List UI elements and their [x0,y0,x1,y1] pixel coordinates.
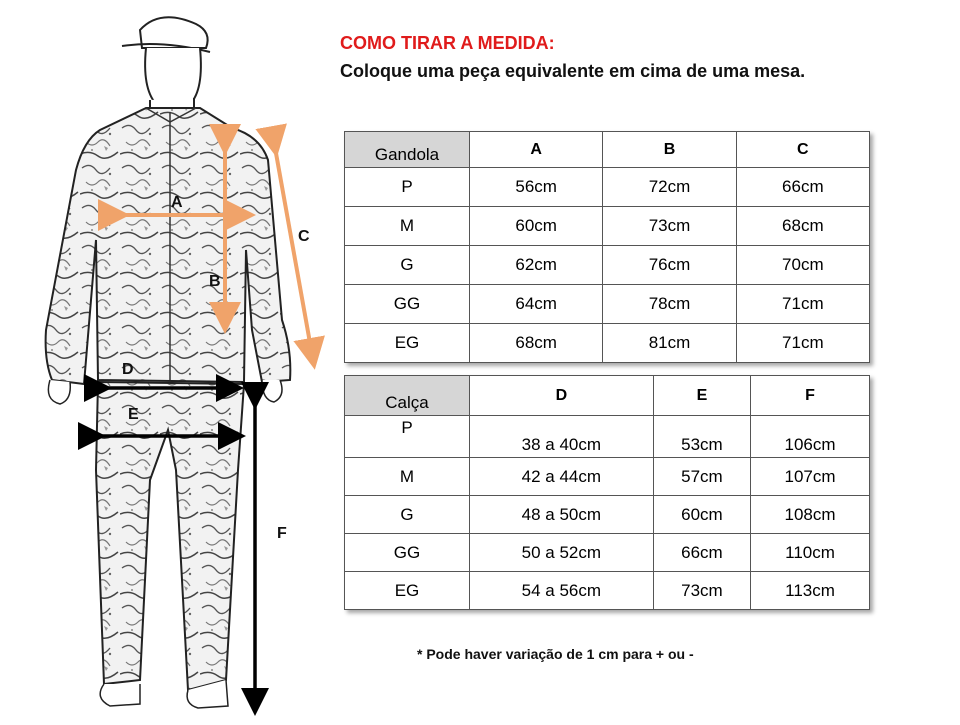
table-cell: 64cm [470,285,603,324]
table-cell: 42 a 44cm [470,458,654,496]
table-cell: 53cm [653,416,750,458]
table-cell: 71cm [736,285,869,324]
size-label: G [345,246,470,285]
label-c: C [298,228,310,245]
table-row [345,246,870,285]
table-cell: 81cm [603,324,736,363]
size-label: GG [345,285,470,324]
table-cell: 113cm [751,572,870,610]
size-label: M [345,458,470,496]
jacket-sketch [46,108,291,384]
column-header: B [603,132,736,168]
table-row [345,458,870,496]
table-cell: 66cm [653,534,750,572]
table-corner-label: Calça [345,376,470,416]
pants-sketch [96,382,244,708]
table-header-row [345,132,870,168]
table-row [345,572,870,610]
column-header: D [470,376,654,416]
table-cell: 66cm [736,168,869,207]
table-cell: 54 a 56cm [470,572,654,610]
table-cell: 68cm [736,207,869,246]
table-cell: 38 a 40cm [470,416,654,458]
column-header: A [470,132,603,168]
table-corner-label: Gandola [345,132,470,168]
table-cell: 72cm [603,168,736,207]
table-cell: 78cm [603,285,736,324]
table-cell: 50 a 52cm [470,534,654,572]
table-row [345,496,870,534]
table-cell: 110cm [751,534,870,572]
table-row [345,285,870,324]
jacket-size-table [344,131,870,363]
table-cell: 62cm [470,246,603,285]
table-cell: 48 a 50cm [470,496,654,534]
page-subtitle: Coloque uma peça equivalente em cima de uma mesa. [340,61,806,81]
table-cell: 108cm [751,496,870,534]
table-cell: 76cm [603,246,736,285]
column-header: C [736,132,869,168]
size-label: GG [345,534,470,572]
measurement-figure [0,0,340,720]
table-cell: 71cm [736,324,869,363]
pants-size-table [344,375,870,610]
table-cell: 73cm [653,572,750,610]
size-label: EG [345,572,470,610]
table-cell: 56cm [470,168,603,207]
table-row [345,324,870,363]
table-cell: 60cm [653,496,750,534]
variation-note: * Pode haver variação de 1 cm para + ou - [417,646,694,662]
table-row [345,207,870,246]
table-row [345,416,870,458]
size-label: M [345,207,470,246]
label-d: D [122,361,134,378]
table-cell: 73cm [603,207,736,246]
label-a: A [171,194,183,211]
label-e: E [128,406,139,423]
head [122,17,210,114]
table-header-row [345,376,870,416]
table-row [345,534,870,572]
table-cell: 107cm [751,458,870,496]
uniform-sketch [0,0,340,720]
column-header: F [751,376,870,416]
table-cell: 68cm [470,324,603,363]
table-cell: 70cm [736,246,869,285]
size-label: G [345,496,470,534]
table-cell: 60cm [470,207,603,246]
size-label: P [345,416,470,458]
page-title: COMO TIRAR A MEDIDA: [340,33,555,53]
table-cell: 106cm [751,416,870,458]
label-f: F [277,525,287,542]
column-header: E [653,376,750,416]
size-label: EG [345,324,470,363]
size-label: P [345,168,470,207]
table-cell: 57cm [653,458,750,496]
table-row [345,168,870,207]
label-b: B [209,273,221,290]
